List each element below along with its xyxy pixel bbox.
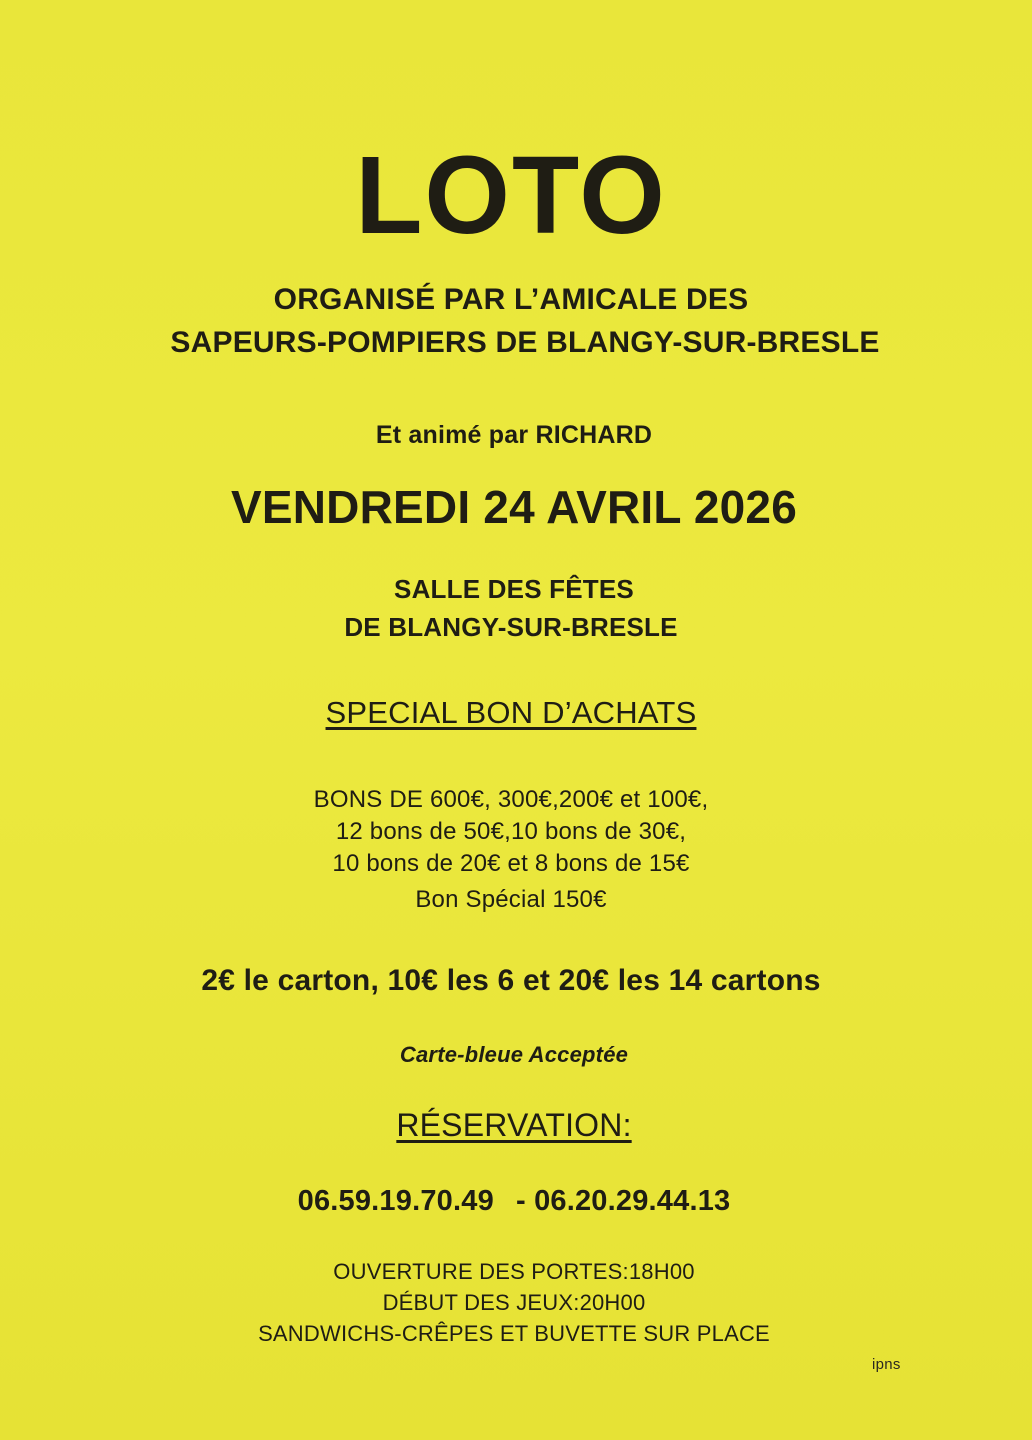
- info-line: SANDWICHS-CRÊPES ET BUVETTE SUR PLACE: [258, 1321, 770, 1346]
- info-line: OUVERTURE DES PORTES:18H00: [333, 1259, 695, 1284]
- poster-title: LOTO: [355, 134, 667, 257]
- reservation-heading: RÉSERVATION:: [396, 1107, 632, 1143]
- special-heading: SPECIAL BON D’ACHATS: [325, 695, 697, 730]
- phone-separator: -: [515, 1185, 526, 1217]
- prize-line: 12 bons de 50€,10 bons de 30€,: [335, 818, 687, 845]
- host-line: Et animé par RICHARD: [375, 421, 653, 449]
- organizer-line-1: ORGANISÉ PAR L’AMICALE DES: [273, 283, 749, 316]
- phone-number-1: 06.59.19.70.49: [297, 1185, 494, 1217]
- prize-line: 10 bons de 20€ et 8 bons de 15€: [332, 850, 690, 877]
- ipns-mark: ipns: [872, 1356, 901, 1373]
- phone-numbers: [0, 1185, 1028, 1218]
- payment-note: Carte-bleue Acceptée: [399, 1042, 629, 1067]
- prize-line: BONS DE 600€, 300€,200€ et 100€,: [313, 786, 709, 813]
- phone-number-2: 06.20.29.44.13: [534, 1185, 731, 1217]
- venue-line-2: DE BLANGY-SUR-BRESLE: [344, 612, 678, 642]
- info-line: DÉBUT DES JEUX:20H00: [382, 1290, 646, 1315]
- organizer-line-2: SAPEURS-POMPIERS DE BLANGY-SUR-BRESLE: [170, 326, 880, 359]
- prize-line: Bon Spécial 150€: [415, 886, 607, 913]
- pricing-line: 2€ le carton, 10€ les 6 et 20€ les 14 cartons: [201, 964, 821, 997]
- venue-line-1: SALLE DES FÊTES: [394, 574, 634, 604]
- event-date: VENDREDI 24 AVRIL 2026: [231, 481, 797, 533]
